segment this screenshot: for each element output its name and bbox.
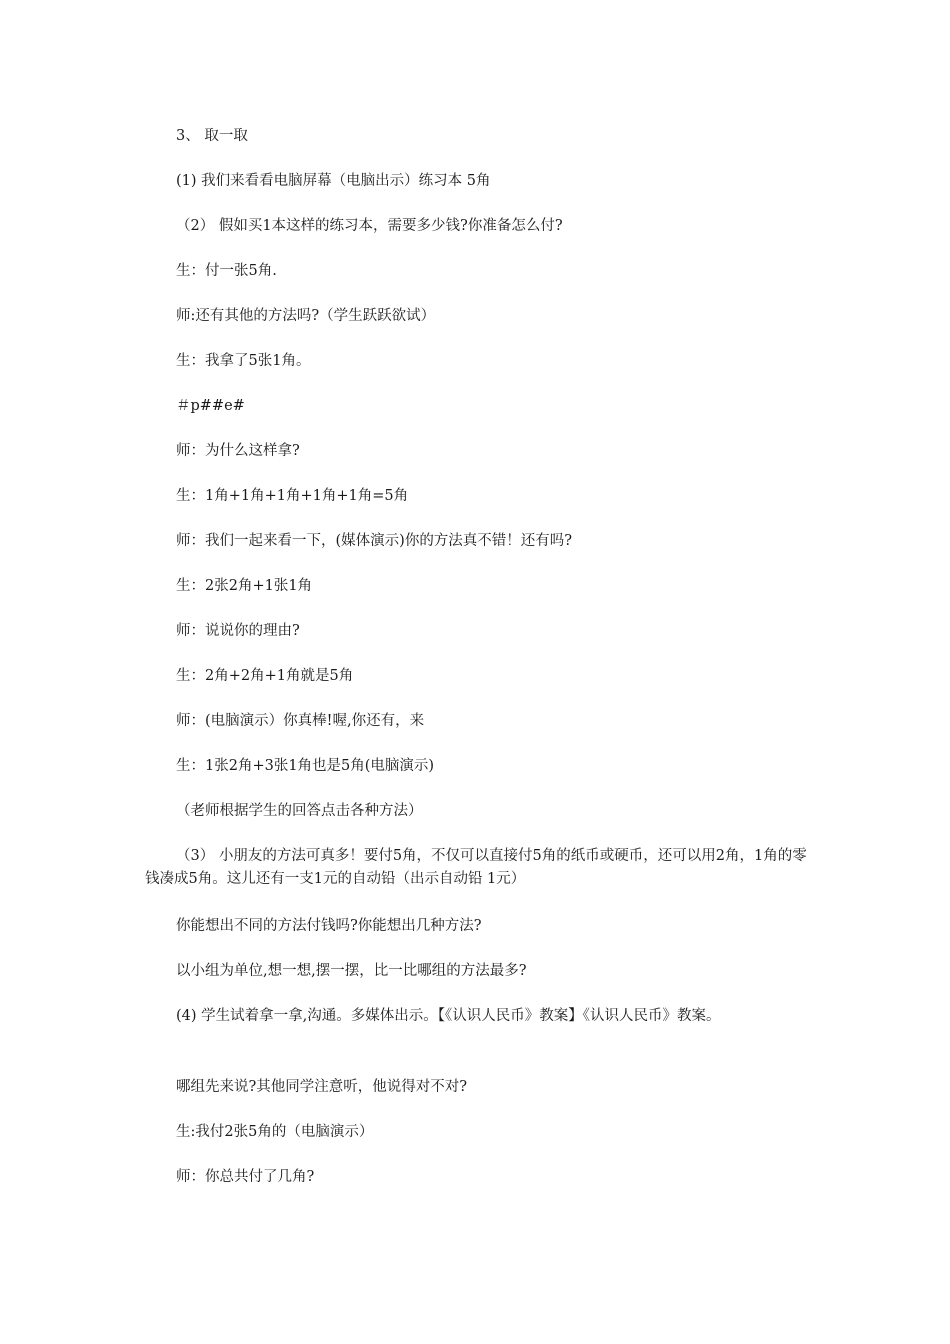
paragraph: 生：2张2角+1张1角 <box>176 578 313 594</box>
paragraph: 生：2角+2角+1角就是5角 <box>176 668 354 684</box>
paragraph: (1) 我们来看看电脑屏幕（电脑出示）练习本 5角 <box>176 173 491 189</box>
paragraph: 师：我们一起来看一下，(媒体演示)你的方法真不错！还有吗? <box>176 533 573 549</box>
paragraph: (4) 学生试着拿一拿,沟通。多媒体出示。【《认识人民币》教案】《认识人民币》教案。 <box>176 1008 721 1024</box>
paragraph: 师：(电脑演示）你真棒!喔,你还有，来 <box>176 713 425 729</box>
paragraph: （3） 小朋友的方法可真多！要付5角，不仅可以直接付5角的纸币或硬币，还可以用2角，1角的零钱凑成5角。这儿还有一支1元的自动铅（出示自动铅 1元） <box>145 848 807 887</box>
paragraph: 师：你总共付了几角? <box>176 1169 315 1185</box>
paragraph: ＃p##e# <box>176 398 245 414</box>
paragraph: （2） 假如买1本这样的练习本，需要多少钱?你准备怎么付? <box>176 218 563 234</box>
paragraph: 生:我付2张5角的（电脑演示） <box>176 1124 374 1140</box>
paragraph: 师：为什么这样拿? <box>176 443 300 459</box>
paragraph: 生：我拿了5张1角。 <box>176 353 311 369</box>
paragraph: 生：付一张5角. <box>176 263 277 279</box>
paragraph: 师：说说你的理由? <box>176 623 300 639</box>
paragraph: 生：1角+1角+1角+1角+1角=5角 <box>176 488 409 504</box>
paragraph: 生：1张2角+3张1角也是5角(电脑演示) <box>176 758 435 774</box>
paragraph: 你能想出不同的方法付钱吗?你能想出几种方法? <box>176 918 482 934</box>
paragraph: 师:还有其他的方法吗?（学生跃跃欲试） <box>176 308 436 324</box>
paragraph: 以小组为单位,想一想,摆一摆，比一比哪组的方法最多? <box>176 963 527 979</box>
paragraph: （老师根据学生的回答点击各种方法） <box>176 803 423 819</box>
paragraph: 哪组先来说?其他同学注意听，他说得对不对? <box>176 1079 468 1095</box>
section-heading: 3、 取一取 <box>176 128 248 144</box>
